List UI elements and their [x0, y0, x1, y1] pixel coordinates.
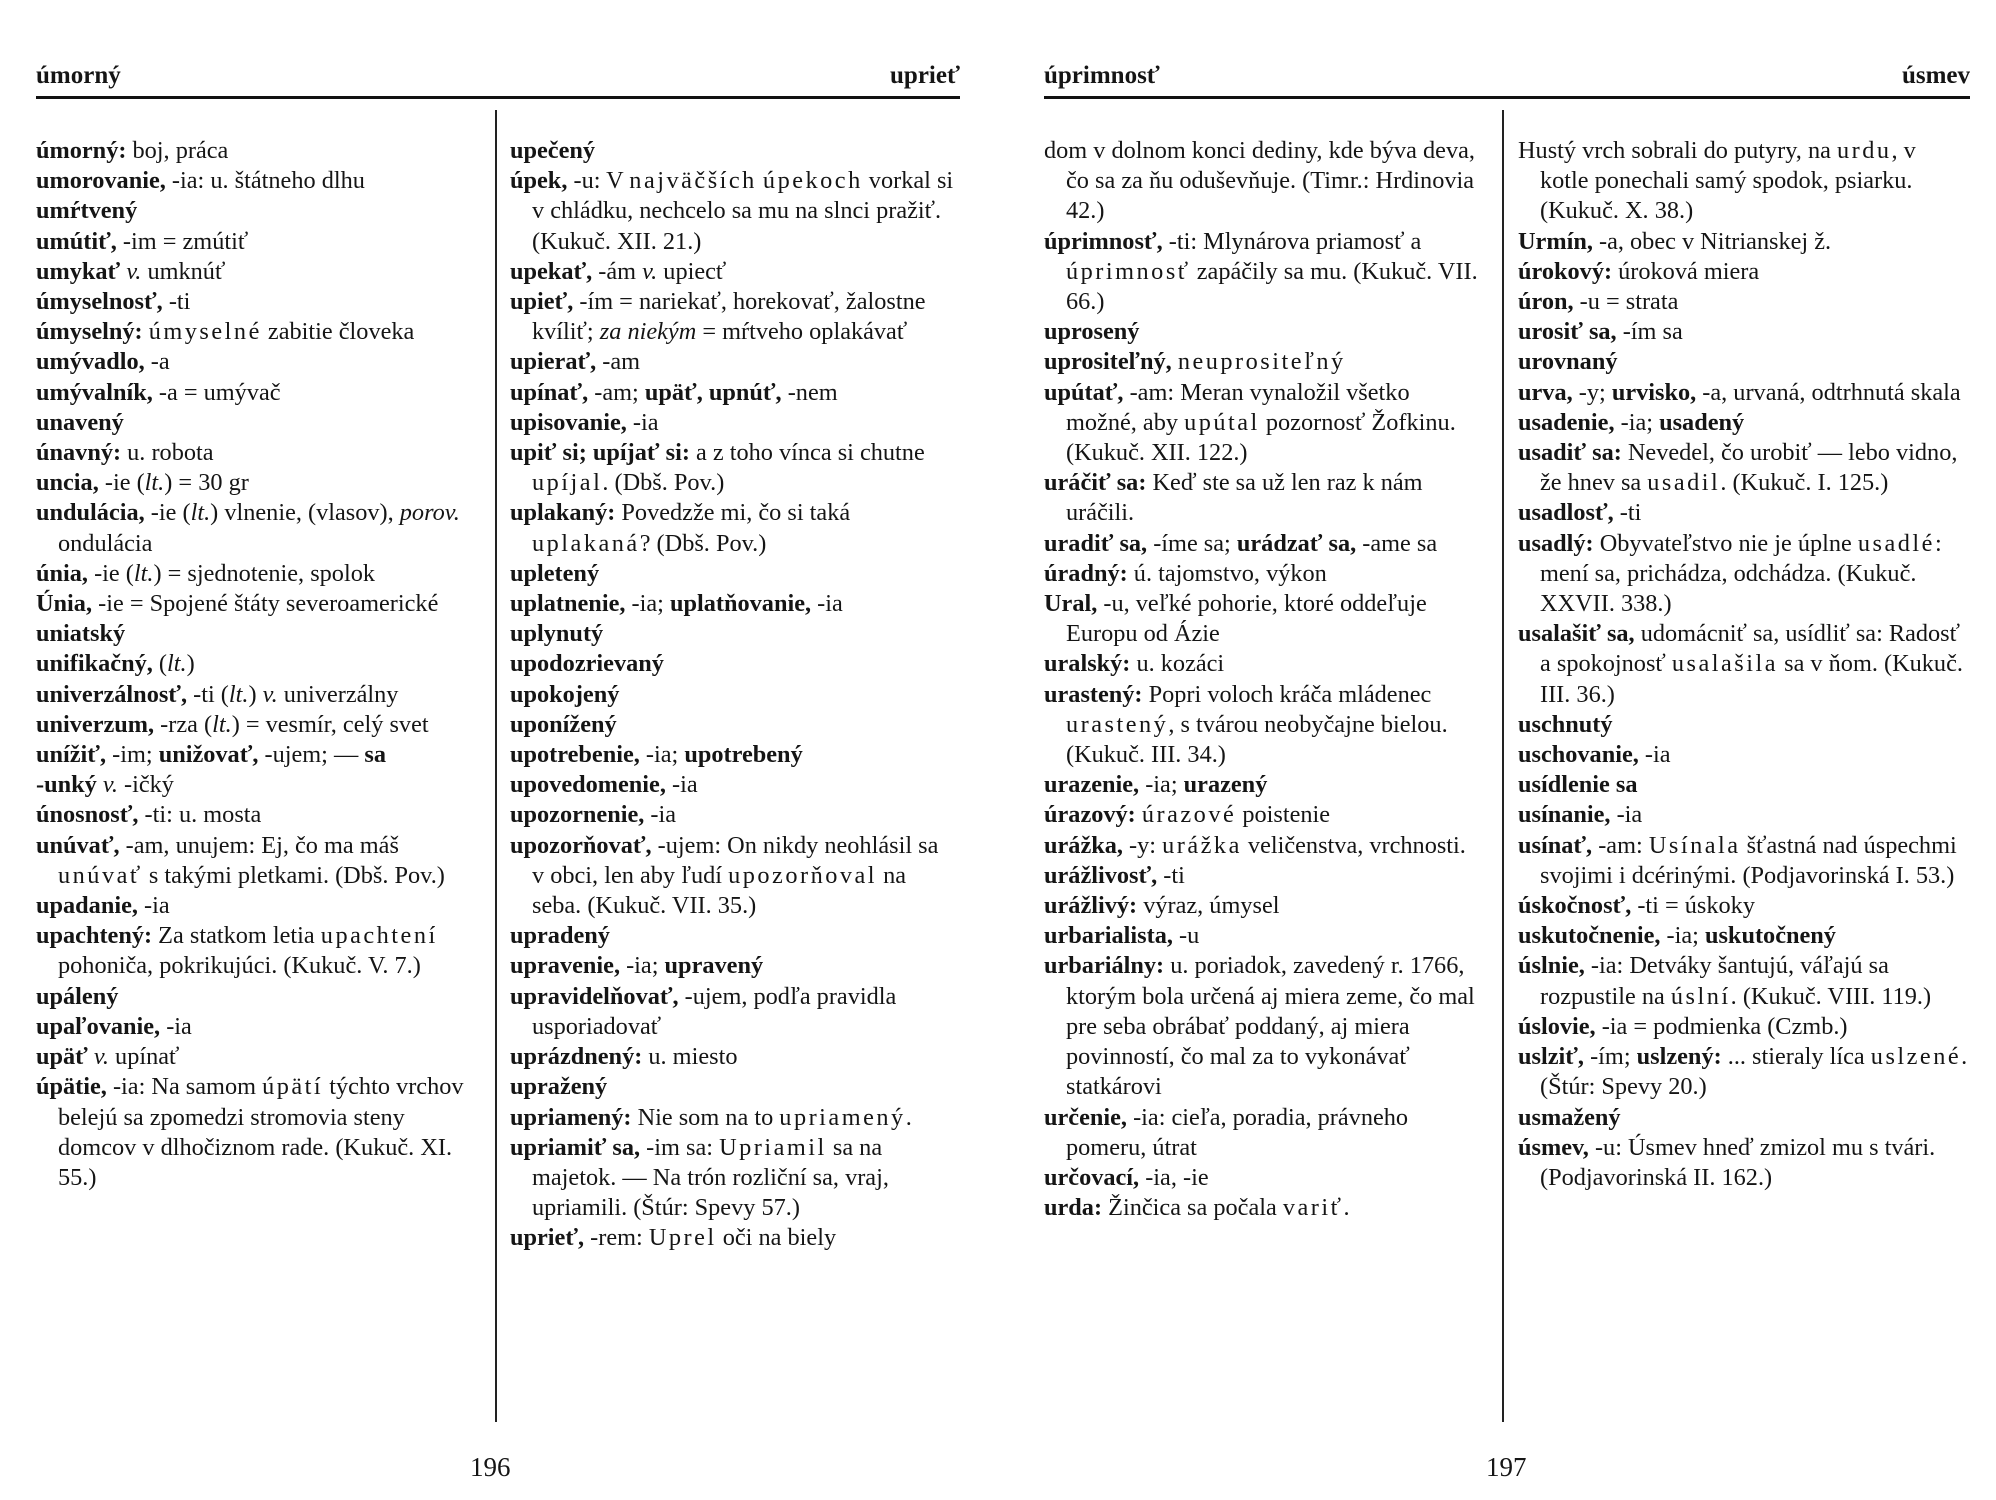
dictionary-entry: unížiť, -im; unižovať, -ujem; — sa	[36, 741, 386, 769]
dictionary-entry: umorovanie, -ia: u. štátneho dlhu	[36, 167, 365, 195]
running-header-right-page	[1044, 62, 1970, 102]
dictionary-entry: urva, -y; urvisko, -a, urvaná, odtrhnutá skala	[1518, 378, 1961, 406]
dictionary-entry: umútiť, -im = zmútiť	[36, 227, 249, 255]
dictionary-entry: uprositeľný, neuprositeľný	[1044, 348, 1346, 376]
dictionary-entry: upradený	[510, 922, 610, 950]
dictionary-entry: úprimnosť, -ti: Mlynárova priamosť a úprimnosť zapáčily sa mu. (Kukuč. VII. 66.)	[1044, 227, 1478, 316]
dictionary-entry: uponížený	[510, 710, 617, 738]
dictionary-entry: úpek, -u: V najväčších úpekoch vorkal si v chládku, nechcelo sa mu na slnci pražiť. (Kukuč. XII. 21.)	[510, 167, 954, 255]
dictionary-entry: Ural, -u, veľké pohorie, ktoré oddeľuje Europu od Ázie	[1044, 590, 1427, 648]
running-header-left-page	[36, 62, 960, 102]
dictionary-entry: upäť v. upínať	[36, 1043, 180, 1071]
dictionary-entry: unavený	[36, 408, 124, 436]
dictionary-entry: uslziť, -ím; uslzený: ... stieraly líca uslzené. (Štúr: Spevy 20.)	[1518, 1043, 1968, 1101]
dictionary-entry: urda: Žinčica sa počala variť.	[1044, 1194, 1350, 1222]
header-last-entry: uprieť	[890, 62, 960, 89]
dictionary-entry: úron, -u = strata	[1518, 288, 1679, 316]
dictionary-entry: upekať, -ám v. upiecť	[510, 257, 727, 285]
dictionary-entry: uschovanie, -ia	[1518, 741, 1671, 769]
dictionary-entry: uradiť sa, -íme sa; urádzať sa, -ame sa	[1044, 529, 1438, 557]
dictionary-entry: upravidelňovať, -ujem, podľa pravidla usporiadovať	[510, 982, 897, 1040]
dictionary-entry: urastený: Popri voloch kráča mládenec urastený, s tvárou neobyčajne bielou. (Kukuč. III. 34.)	[1044, 680, 1448, 769]
dictionary-entry: umykať v. umknúť	[36, 257, 226, 285]
dictionary-entry: dom v dolnom konci dediny, kde býva deva, čo sa za ňu oduševňuje. (Timr.: Hrdinovia 42.)	[1044, 137, 1475, 225]
dictionary-entry: upravenie, -ia; upravený	[510, 952, 764, 980]
dictionary-entry: umŕtvený	[36, 197, 138, 225]
dictionary-entry: únavný: u. robota	[36, 439, 214, 467]
dictionary-entry: úradný: ú. tajomstvo, výkon	[1044, 559, 1327, 587]
dictionary-entry: usínať, -am: Usínala šťastná nad úspechmi svojimi i dcérinými. (Podjavorinská I. 53.)	[1518, 831, 1957, 889]
dictionary-entry: upaľovanie, -ia	[36, 1012, 192, 1040]
dictionary-entry: univerzálnosť, -ti (lt.) v. univerzálny	[36, 680, 399, 708]
dictionary-entry: umývalník, -a = umývač	[36, 378, 281, 406]
dictionary-entry: uralský: u. kozáci	[1044, 650, 1225, 678]
dictionary-entry: urovnaný	[1518, 348, 1618, 376]
page-number: 196	[470, 1452, 511, 1482]
header-first-entry: úprimnosť	[1044, 62, 1160, 89]
dictionary-entry: upražený	[510, 1073, 608, 1101]
right-page	[998, 0, 1996, 1500]
dictionary-entry: upriamený: Nie som na to upriamený.	[510, 1103, 912, 1131]
dictionary-entry: upierať, -am	[510, 348, 641, 376]
dictionary-entry: umývadlo, -a	[36, 348, 170, 376]
dictionary-entry: uplatnenie, -ia; uplatňovanie, -ia	[510, 590, 843, 618]
dictionary-entry: usínanie, -ia	[1518, 801, 1643, 829]
dictionary-column-2	[510, 136, 956, 1254]
dictionary-entry: urážlivosť, -ti	[1044, 861, 1185, 889]
dictionary-column-4	[1518, 136, 1970, 1193]
dictionary-entry: únosnosť, -ti: u. mosta	[36, 801, 262, 829]
header-rule	[1044, 96, 1970, 99]
dictionary-entry: -unký v. -ičký	[36, 771, 174, 799]
dictionary-entry: usmažený	[1518, 1103, 1621, 1131]
dictionary-entry: uprosený	[1044, 318, 1140, 346]
dictionary-entry: usadiť sa: Nevedel, čo urobiť — lebo vidno, že hnev sa usadil. (Kukuč. I. 125.)	[1518, 439, 1958, 497]
dictionary-entry: Únia, -ie = Spojené štáty severoamerické	[36, 590, 439, 618]
dictionary-entry: upovedomenie, -ia	[510, 771, 698, 799]
dictionary-entry: usídlenie sa	[1518, 771, 1638, 799]
dictionary-entry: úrazový: úrazové poistenie	[1044, 801, 1331, 829]
dictionary-entry: upieť, -ím = nariekať, horekovať, žalostne kvíliť; za niekým = mŕtveho oplakávať	[510, 288, 926, 346]
dictionary-entry: urbarialista, -u	[1044, 922, 1200, 950]
dictionary-entry: upozorňovať, -ujem: On nikdy neohlásil sa v obci, len aby ľudí upozorňoval na seba. (Kukuč. VII. 35.)	[510, 831, 939, 920]
dictionary-entry: univerzum, -rza (lt.) = vesmír, celý svet	[36, 710, 429, 738]
dictionary-entry: usadlosť, -ti	[1518, 499, 1642, 527]
dictionary-entry: unúvať, -am, unujem: Ej, čo ma máš unúvať s takými pletkami. (Dbš. Pov.)	[36, 831, 445, 889]
dictionary-entry: určovací, -ia, -ie	[1044, 1163, 1209, 1191]
column-divider	[495, 110, 497, 1422]
dictionary-entry: urazenie, -ia; urazený	[1044, 771, 1268, 799]
dictionary-entry: upadanie, -ia	[36, 892, 170, 920]
dictionary-entry: usadenie, -ia; usadený	[1518, 408, 1745, 436]
dictionary-entry: upisovanie, -ia	[510, 408, 659, 436]
dictionary-entry: úskočnosť, -ti = úskoky	[1518, 892, 1755, 920]
dictionary-entry: upiť si; upíjať si: a z toho vínca si chutne upíjal. (Dbš. Pov.)	[510, 439, 925, 497]
dictionary-entry: upriamiť sa, -im sa: Upriamil sa na majetok. — Na trón rozliční sa, vraj, upriamili. (Štúr: Spevy 57.)	[510, 1133, 889, 1222]
dictionary-entry: urážka, -y: urážka veličenstva, vrchnosti.	[1044, 831, 1466, 859]
dictionary-entry: uplakaný: Povedzže mi, čo si taká uplakaná? (Dbš. Pov.)	[510, 499, 851, 557]
dictionary-entry: úmyselnosť, -ti	[36, 288, 191, 316]
dictionary-entry: upodozrievaný	[510, 650, 664, 678]
dictionary-entry: Hustý vrch sobrali do putyry, na urdu, v kotle ponechali samý spodok, psiarku. (Kukuč. X. 38.)	[1518, 137, 1916, 225]
dictionary-entry: unifikačný, (lt.)	[36, 650, 195, 678]
dictionary-entry: úpätie, -ia: Na samom úpätí týchto vrchov belejú sa zpomedzi stromovia steny domcov v dlhočiznom rade. (Kukuč. XI. 55.)	[36, 1073, 464, 1191]
dictionary-entry: upínať, -am; upäť, upnúť, -nem	[510, 378, 838, 406]
dictionary-column-3	[1044, 136, 1486, 1223]
dictionary-entry: úmyselný: úmyselné zabitie človeka	[36, 318, 415, 346]
dictionary-entry: určenie, -ia: cieľa, poradia, právneho pomeru, útrat	[1044, 1103, 1409, 1161]
header-last-entry: úsmev	[1901, 62, 1970, 89]
dictionary-entry: upečený	[510, 137, 596, 164]
header-rule	[36, 96, 960, 99]
dictionary-entry: úslnie, -ia: Detváky šantujú, váľajú sa rozpustile na úslní. (Kukuč. VIII. 119.)	[1518, 952, 1932, 1010]
dictionary-entry: uniatský	[36, 620, 126, 648]
dictionary-entry: urážlivý: výraz, úmysel	[1044, 892, 1280, 920]
dictionary-entry: upletený	[510, 559, 600, 587]
dictionary-entry: undulácia, -ie (lt.) vlnenie, (vlasov), porov. ondulácia	[36, 499, 460, 557]
column-divider	[1502, 110, 1504, 1422]
dictionary-entry: uráčiť sa: Keď ste sa už len raz k nám uráčili.	[1044, 469, 1423, 527]
dictionary-entry: uplynutý	[510, 620, 604, 648]
header-first-entry: úmorný	[36, 62, 121, 89]
dictionary-entry: Urmín, -a, obec v Nitrianskej ž.	[1518, 227, 1832, 255]
dictionary-entry: únia, -ie (lt.) = sjednotenie, spolok	[36, 559, 375, 587]
dictionary-entry: uskutočnenie, -ia; uskutočnený	[1518, 922, 1836, 950]
dictionary-column-1	[36, 136, 476, 1193]
dictionary-entry: upálený	[36, 982, 119, 1010]
dictionary-entry: urbariálny: u. poriadok, zavedený r. 1766, ktorým bola určená aj miera zeme, čo mal pre seba obrábať poddaný, aj miera povinností, čo mal za to vykonávať statkárovi	[1044, 952, 1475, 1101]
dictionary-entry: uprieť, -rem: Uprel oči na biely	[510, 1224, 837, 1252]
dictionary-entry: úmorný: boj, práca	[36, 137, 229, 164]
page-number: 197	[1486, 1452, 1527, 1482]
dictionary-entry: úslovie, -ia = podmienka (Czmb.)	[1518, 1012, 1848, 1040]
dictionary-entry: úsmev, -u: Úsmev hneď zmizol mu s tvári. (Podjavorinská II. 162.)	[1518, 1133, 1936, 1191]
dictionary-entry: usalašiť sa, udomácniť sa, usídliť sa: Radosť a spokojnosť usalašila sa v ňom. (Kukuč. III. 36.)	[1518, 620, 1963, 708]
dictionary-entry: upozornenie, -ia	[510, 801, 677, 829]
dictionary-entry: upotrebenie, -ia; upotrebený	[510, 741, 803, 769]
dictionary-entry: upútať, -am: Meran vynaložil všetko možné, aby upútal pozornosť Žofkinu. (Kukuč. XII. 122.)	[1044, 378, 1456, 467]
dictionary-entry: uncia, -ie (lt.) = 30 gr	[36, 469, 249, 497]
dictionary-entry: urosiť sa, -ím sa	[1518, 318, 1683, 346]
dictionary-entry: upachtený: Za statkom letia upachtení pohoniča, pokrikujúci. (Kukuč. V. 7.)	[36, 922, 438, 980]
dictionary-entry: usadlý: Obyvateľstvo nie je úplne usadlé: mení sa, prichádza, odchádza. (Kukuč. XXVII. 338.)	[1518, 529, 1942, 618]
dictionary-entry: upokojený	[510, 680, 620, 708]
dictionary-entry: úrokový: úroková miera	[1518, 257, 1760, 285]
dictionary-entry: uschnutý	[1518, 710, 1613, 738]
dictionary-entry: uprázdnený: u. miesto	[510, 1043, 738, 1071]
